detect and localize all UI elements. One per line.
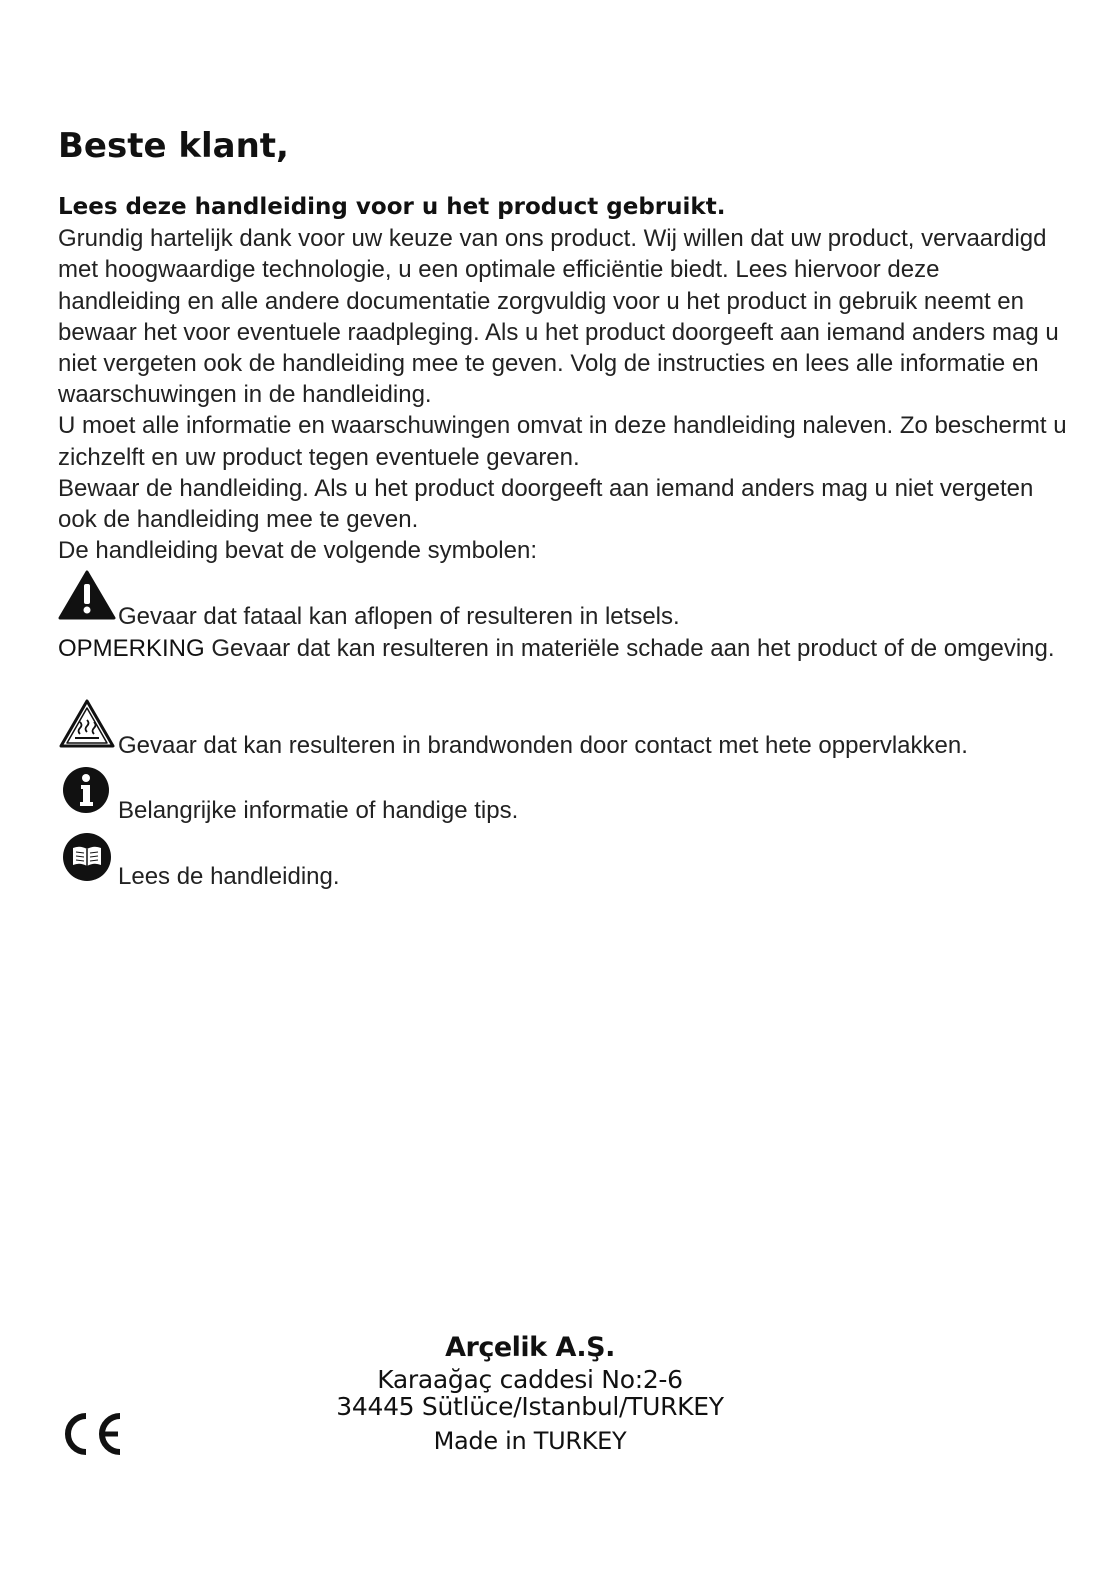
intro-subheading: Lees deze handleiding voor u het product gebruikt.: [58, 194, 726, 220]
greeting-heading: Beste klant,: [58, 126, 289, 166]
made-in-label: Made in TURKEY: [433, 1427, 627, 1455]
symbol-info-row: [58, 766, 1068, 830]
keep-manual-paragraph: Bewaar de handleiding. Als u het product doorgeeft aan iemand anders mag u niet vergeten ook de handleiding mee te geven.: [58, 474, 1034, 534]
ce-mark-logo: [58, 1410, 124, 1458]
intro-paragraph: Grundig hartelijk dank voor uw keuze van ons product. Wij willen dat uw product, vervaardigd met hoogwaardige technologie, u een optimale efficiëntie biedt. Lees hiervoor deze handleiding en alle andere documentatie zorgvuldig voor u het product in gebruik neemt en bewaar het voor eventuele raadpleging. Als u het product doorgeeft aan iemand anders mag u niet vergeten ook de handleiding mee te geven. Volg de instructies en lees alle informatie en waarschuwingen in de handleiding.: [58, 225, 1059, 409]
manufacturer-footer: [330, 1330, 730, 1456]
symbol-hot-surface-text: Gevaar dat kan resulteren in brandwonden door contact met hete oppervlakken.: [118, 732, 968, 759]
hot-surface-warning-icon: [58, 698, 116, 750]
symbol-note-row: [58, 633, 1068, 664]
symbol-manual-row: [58, 832, 1068, 896]
note-text: Gevaar dat kan resulteren in materiële schade aan het product of de omgeving.: [204, 635, 1055, 662]
address-line-2: 34445 Sütlüce/Istanbul/TURKEY: [336, 1392, 724, 1421]
note-label: OPMERKING: [58, 635, 205, 662]
safety-paragraph: U moet alle informatie en waarschuwingen omvat in deze handleiding naleven. Zo beschermt u zichzelft en uw product tegen eventuele gevaren.: [58, 412, 1067, 471]
symbol-hot-surface-row: [58, 698, 1068, 762]
symbol-danger-row: [58, 570, 1068, 634]
warning-triangle-icon: [58, 570, 116, 622]
symbol-info-text: Belangrijke informatie of handige tips.: [118, 797, 519, 824]
symbols-intro: De handleiding bevat de volgende symbolen:: [58, 537, 538, 565]
read-manual-icon: [62, 832, 112, 882]
company-name: Arçelik A.Ş.: [445, 1332, 615, 1363]
info-icon: [62, 766, 110, 814]
address-line-1: Karaağaç caddesi No:2-6: [377, 1365, 683, 1394]
symbol-manual-text: Lees de handleiding.: [118, 863, 340, 890]
intro-section: [58, 192, 1068, 566]
symbol-danger-text: Gevaar dat fataal kan aflopen of resulteren in letsels.: [118, 603, 680, 630]
